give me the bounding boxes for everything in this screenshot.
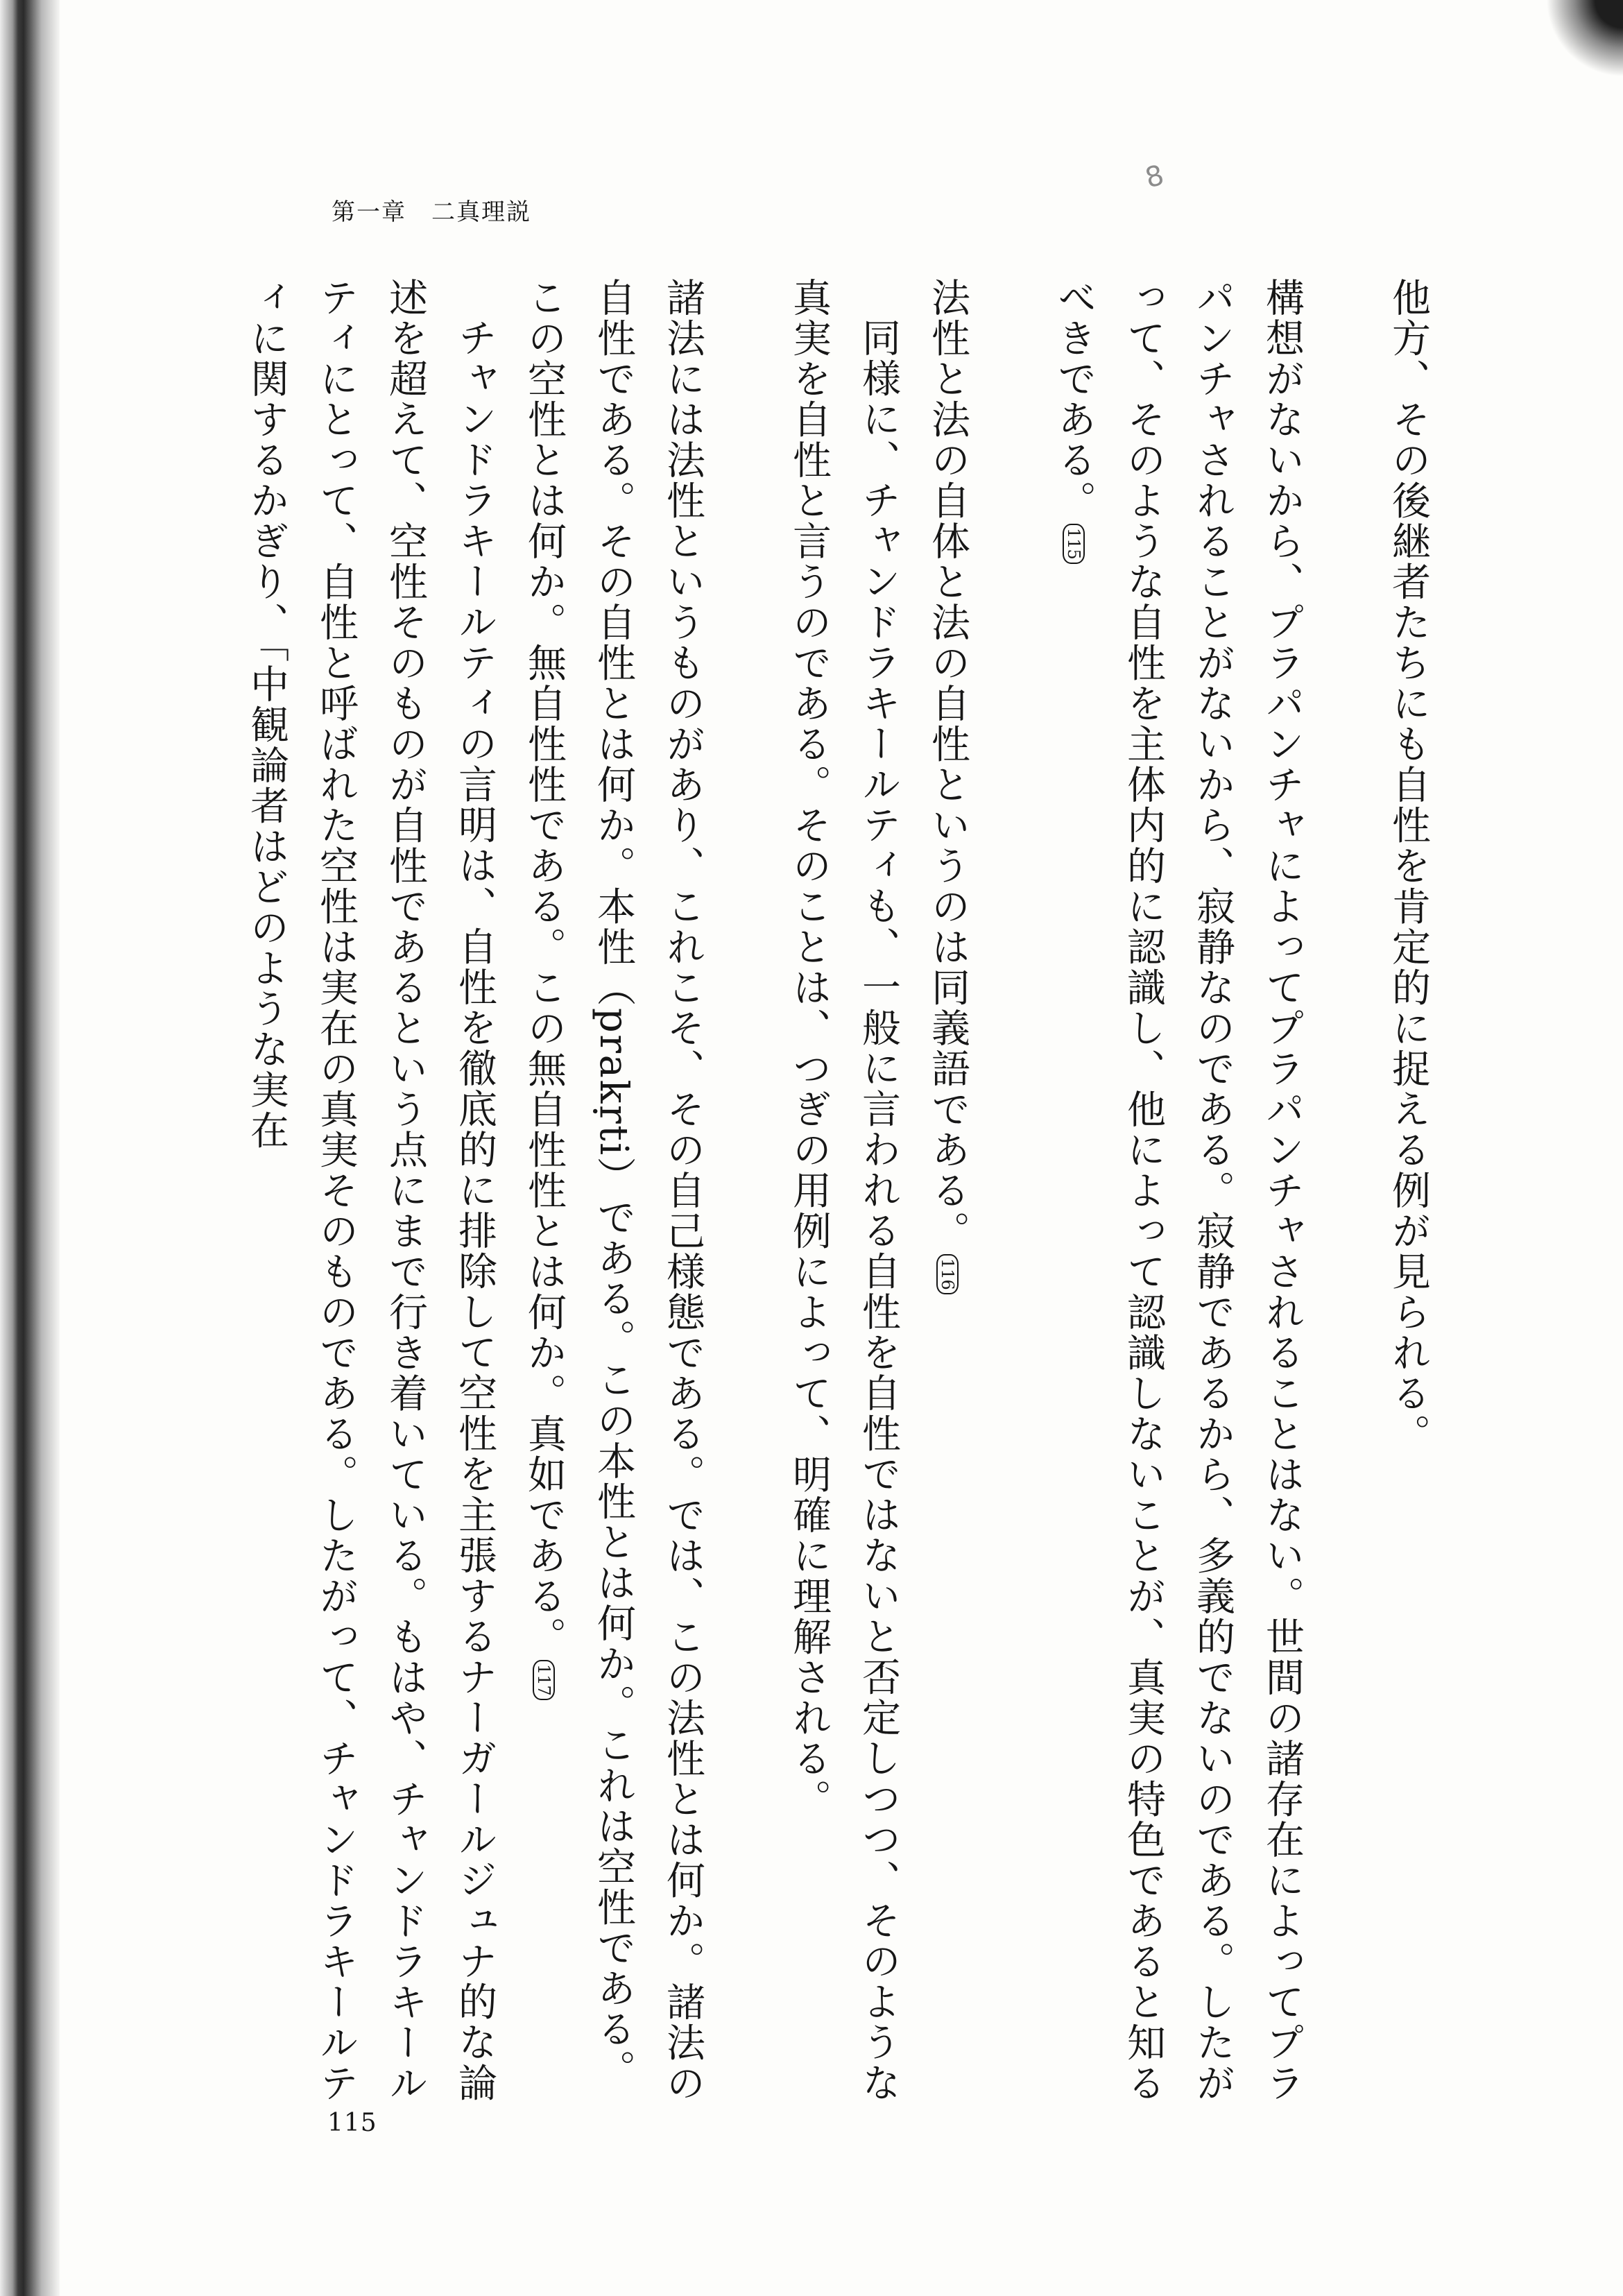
footnote-marker-117: 117 — [533, 1660, 555, 1700]
block-quote-1-text: 構想がないから、プラパンチャによってプラパンチャされることはない。世間の諸存在によってプラパンチャされることがないから、寂静なのである。寂静であるから、多義的でないのである。したがって、そのような自性を主体内的に認識し、他によって認識しないことが、真実の特色であると知るべきである。 — [1051, 277, 1305, 2104]
scan-binding-edge — [0, 0, 60, 2296]
paragraph-2-text: 同様に、チャンドラキールティも、一般に言われる自性を自性ではないと否定しつつ、そのような真実を自性と言うのである。そのことは、つぎの用例によって、明確に理解される。 — [787, 277, 901, 2103]
block-quote-2-text: 法性と法の自体と法の自性というのは同義語である。 — [925, 277, 970, 1251]
paragraph-1-text: 他方、その後継者たちにも自性を肯定的に捉える例が見られる。 — [1386, 277, 1431, 1455]
footnote-marker-116: 116 — [936, 1254, 959, 1294]
paragraph-3-text: チャンドラキールティの言明は、自性を徹底的に排除して空性を主張するナーガールジュナ的な論述を超えて、空性そのものが自性であるという点にまで行き着いている。もはや、チャンドラキールティにとって、自性と呼ばれた空性は実在の真実そのものである。したがって、チャンドラキールティに関するかぎり、「中観論者はどのような実在 — [244, 277, 497, 2104]
block-quote-1 — [1039, 277, 1373, 2123]
block-quote-3-text: 諸法には法性というものがあり、これこそ、その自己様態である。では、この法性とは何か。諸法の自性である。その自性とは何か。本性（prakṛti）である。この本性とは何か。これは空性である。この空性とは何か。無自性性である。この無自性性とは何か。真如である。 — [522, 277, 705, 2104]
block-quote-2 — [913, 277, 1039, 2123]
block-quote-3 — [509, 277, 774, 2123]
paragraph-2 — [774, 277, 913, 2123]
page-number: 115 — [327, 2109, 377, 2137]
paragraph-1 — [1373, 277, 1443, 2123]
scan-corner-shadow — [1540, 0, 1623, 83]
vertical-text-block — [244, 277, 1443, 2123]
running-head: 第一章 二真理説 — [332, 198, 531, 226]
footnote-marker-115: 115 — [1063, 524, 1085, 564]
paragraph-3 — [232, 277, 509, 2123]
pencil-margin-mark: 8 — [1142, 159, 1167, 195]
